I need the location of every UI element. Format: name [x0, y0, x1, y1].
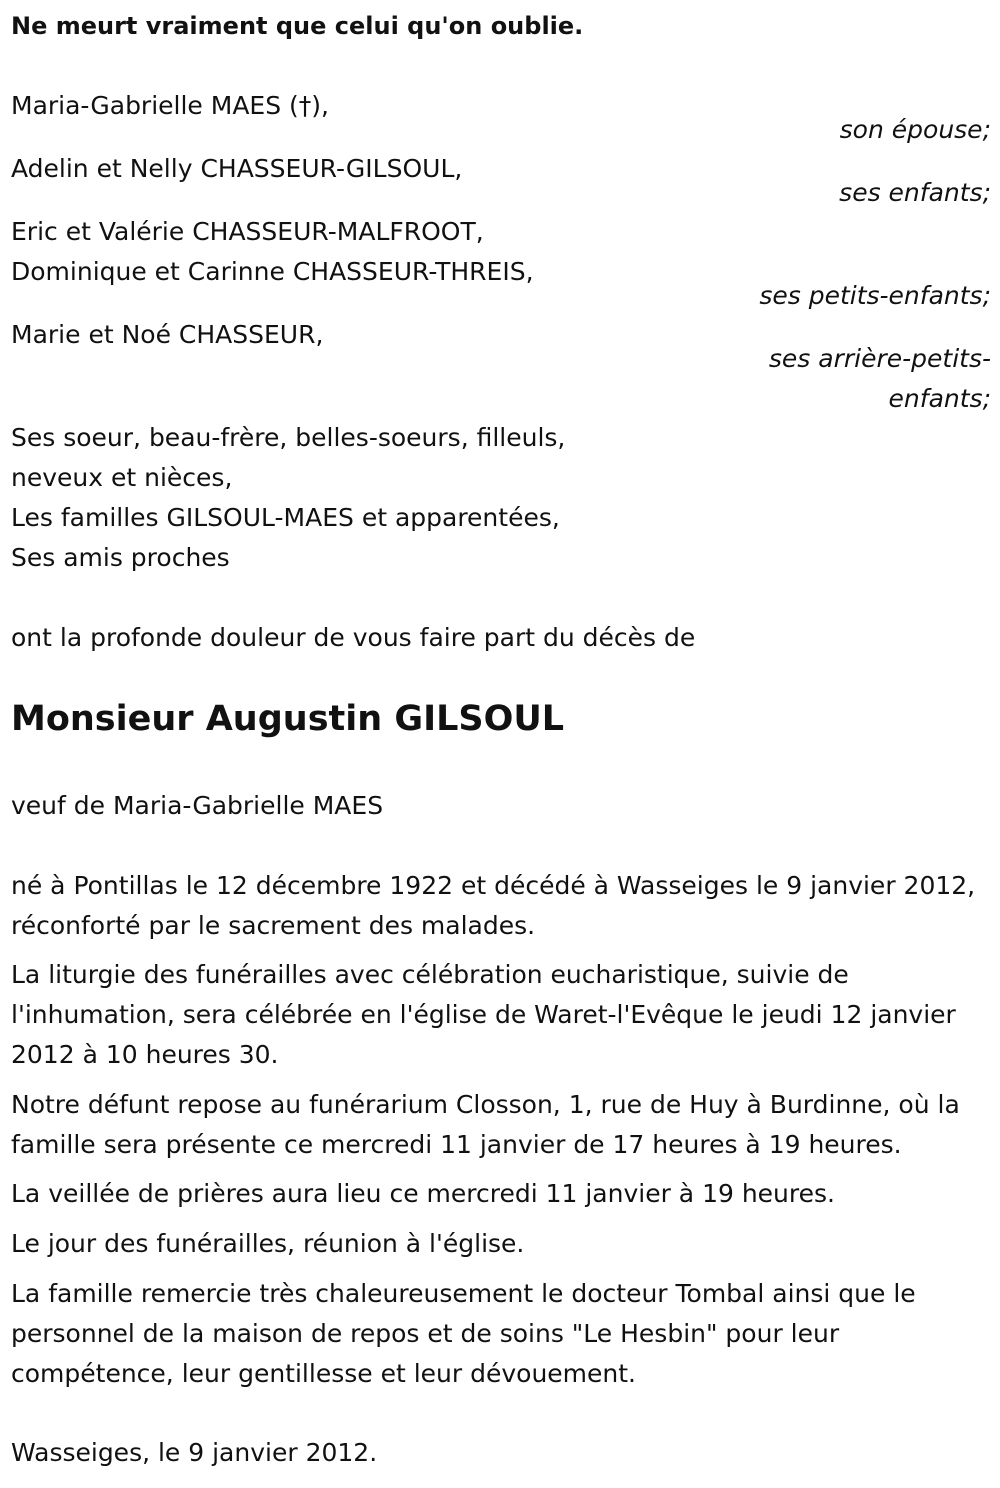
others-line-4: Ses amis proches: [11, 543, 230, 572]
paragraph-liturgy: La liturgie des funérailles avec célébration eucharistique, suivie de l'inhumation, sera célébrée en l'église de Waret-l'Evêque le jeudi 12 janvier 2012 à 10 heures 30.: [11, 960, 956, 1069]
family-great-grandchildren-relation-2: enfants;: [888, 384, 991, 413]
family-great-grandchildren-name: Marie et Noé CHASSEUR,: [11, 320, 324, 349]
motto-heading: Ne meurt vraiment que celui qu'on oublie.: [11, 12, 584, 40]
family-children-relation: ses enfants;: [839, 178, 991, 207]
widower-of-text: veuf de Maria-Gabrielle MAES: [11, 791, 384, 820]
family-spouse-name: Maria-Gabrielle MAES (†),: [11, 91, 329, 120]
family-spouse-relation: son épouse;: [839, 115, 991, 144]
others-line-1: Ses soeur, beau-frère, belles-soeurs, filleuls,: [11, 423, 566, 452]
paragraph-birth-death: né à Pontillas le 12 décembre 1922 et décédé à Wasseiges le 9 janvier 2012, réconforté par le sacrement des malades.: [11, 871, 976, 940]
paragraph-funerarium: Notre défunt repose au funérarium Closson, 1, rue de Huy à Burdinne, où la famille sera présente ce mercredi 11 janvier de 17 heures à 19 heures.: [11, 1090, 960, 1159]
family-grandchildren-name-1: Eric et Valérie CHASSEUR-MALFROOT,: [11, 217, 484, 246]
family-grandchildren-relation: ses petits-enfants;: [759, 281, 991, 310]
family-grandchildren-name-2: Dominique et Carinne CHASSEUR-THREIS,: [11, 257, 534, 286]
others-line-3: Les familles GILSOUL-MAES et apparentées,: [11, 503, 560, 532]
paragraph-thanks: La famille remercie très chaleureusement le docteur Tombal ainsi que le personnel de la maison de repos et de soins "Le Hesbin" pour leur compétence, leur gentillesse et leur dévouement.: [11, 1279, 916, 1388]
paragraph-meeting: Le jour des funérailles, réunion à l'église.: [11, 1229, 525, 1258]
others-line-2: neveux et nièces,: [11, 463, 233, 492]
signoff-place-date: Wasseiges, le 9 janvier 2012.: [11, 1438, 378, 1467]
announcement-text: ont la profonde douleur de vous faire part du décès de: [11, 623, 696, 652]
family-great-grandchildren-relation-1: ses arrière-petits-: [768, 344, 991, 373]
family-children-name: Adelin et Nelly CHASSEUR-GILSOUL,: [11, 154, 463, 183]
deceased-name: Monsieur Augustin GILSOUL: [11, 699, 565, 739]
paragraph-vigil: La veillée de prières aura lieu ce mercredi 11 janvier à 19 heures.: [11, 1179, 835, 1208]
